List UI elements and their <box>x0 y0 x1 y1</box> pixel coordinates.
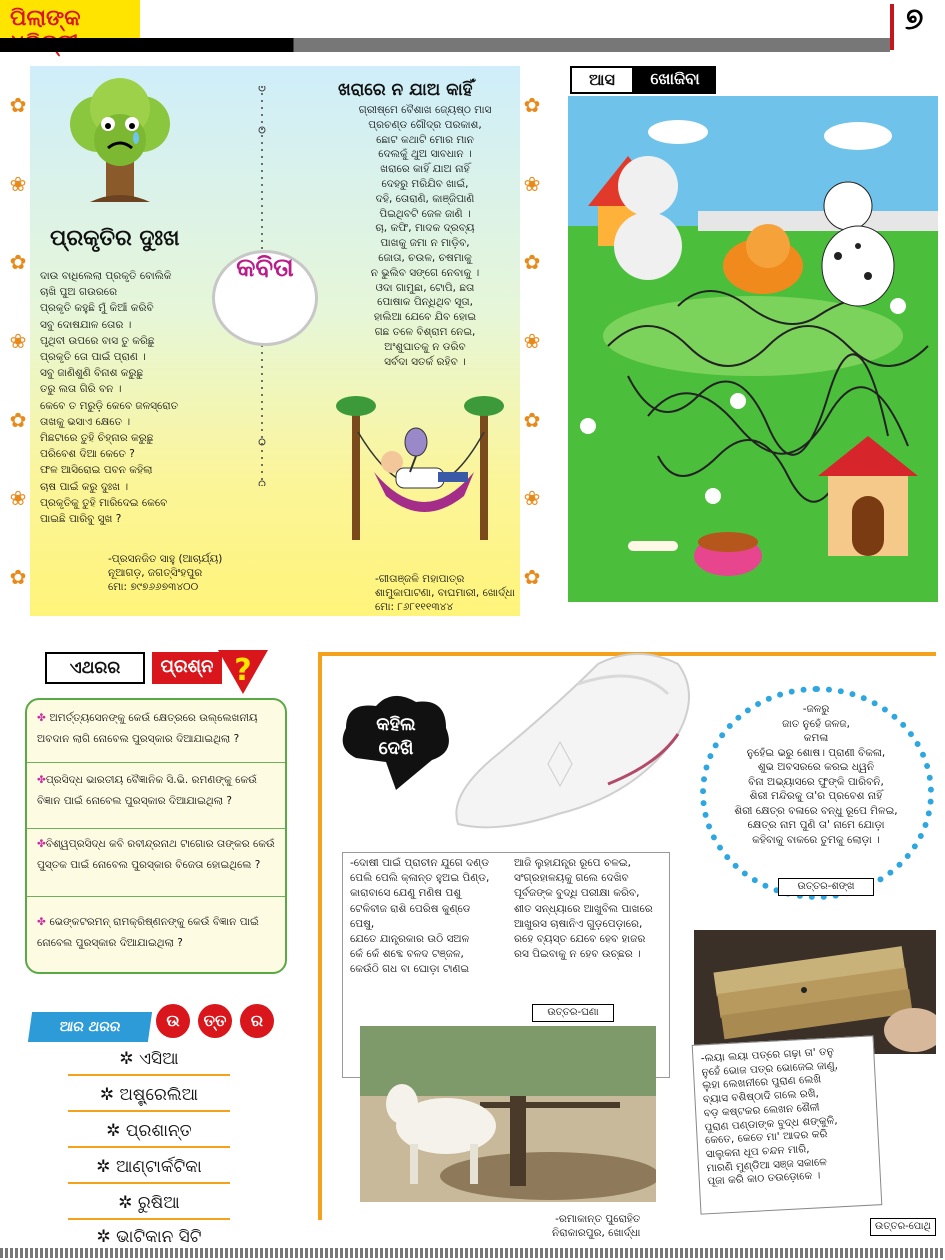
author-address: ନୂଆଗଡ଼, ଜଗତ୍‌ସିଂହପୁର <box>108 567 203 579</box>
question-item: ✤ବିଶ୍ୱପ୍ରସିଦ୍ଧ କବି ରବୀନ୍ଦ୍ରନାଥ ଟାଗୋର ତାଙ୍କର କେଉଁ ପୁସ୍ତକ ପାଇଁ ନୋବେଲ ପୁରସ୍କାର ବିଜେତା ହୋଇଥିଲେ ? <box>37 838 275 871</box>
header-bar <box>0 38 890 52</box>
divider <box>27 762 285 763</box>
riddle-text <box>718 702 914 847</box>
poem-line: ପୋଷାକ ପିନ୍ଧିଥିବ ସୂତା, <box>377 296 473 309</box>
poem-line: ଗ୍ରୀଷ୍ମେ ବୈଶାଖ ଜ୍ୟେଷ୍ଠ ମାସ <box>358 104 492 116</box>
riddle-line: ଆଜି ଲୁହାଯନ୍ତ୍ର ରୂପେ ଚଳଇ, <box>514 857 631 869</box>
answer-item: ✲ ଏସିଆ <box>68 1042 230 1076</box>
poem-line: ଦେଲକୁଁ ଥୁଅ ସାବଧାନ । <box>378 148 472 161</box>
answer-letter: ର <box>240 1004 274 1038</box>
riddle-badge-line2: ଦେଖି <box>378 738 414 759</box>
riddle-line: ପୂର୍ବଜଙ୍କ ବୁଦ୍ଧି ପରୀକ୍ଷା କରିବ, <box>514 887 640 900</box>
riddle-answer: ଉତ୍ତର-ଶଙ୍ଖ <box>778 878 874 896</box>
riddle-answer: ଉତ୍ତର-ଘଣା <box>532 1004 614 1022</box>
maze-title-right: ଖୋଜିବା <box>634 66 716 94</box>
riddle-line: କମଳା <box>803 732 829 744</box>
riddle-line: ଯେତେ ଯାନ୍ତ୍ରକାର ଉଠି ସଅଳ <box>350 933 470 946</box>
answer-letter: ତ୍ତ <box>198 1004 232 1038</box>
riddle-line: ନୁହେଁଇ ଭରୁ ଶୋଷ। ପ୍ରାଣୀ ବିକଳା, <box>746 746 886 759</box>
flower-vine-right: ✿ ❀ ✿ ❀ ✿ ❀ ✿ <box>523 93 541 589</box>
poem-line: ପ୍ରକୃତି ତୋ ପାଇଁ ପ୍ରାଣ । <box>40 351 146 364</box>
maze-title-left: ଆସ <box>570 66 634 94</box>
riddle-line: କେତେ, କେତେ ମା' ଆଦର କରି <box>704 1128 828 1147</box>
divider <box>27 828 285 829</box>
poem-line: ଦାଉ ବାଧିଲେଲା ପ୍ରକୃତି ବୋଲିକି <box>40 270 172 282</box>
author-name: -ଗୀତାଞ୍ଜଳି ମହାପାତ୍ର <box>375 573 465 585</box>
question-item: ✤ ଭେଙ୍କଟରମନ୍ ରାମକ୍ରିଷ୍ଣନଙ୍କୁ କେଉଁ ବିଜ୍ଞାନ ପାଇଁ ନୋବେଲ ପୁରସ୍କାର ଦିଆଯାଇଥିଲା ? <box>37 916 259 949</box>
poem-line: ପୃଥିବୀ ଉପରେ ବାସ ତୁ କରିଛୁ <box>40 334 155 347</box>
palm-leaf-manuscript-photo <box>694 930 936 1054</box>
poem-line: ପରିବେଶ ଦିଆ କେତେ ? <box>40 448 135 461</box>
poem-line: ନ ଭୁଲିବ ସଙ୍ଗେ ନେବାକୁ । <box>370 266 480 279</box>
author-address: ଶାମୁକାପାଟଣା, ବାଘମାରୀ, ଖୋର୍ଦ୍ଧା <box>375 587 515 599</box>
riddle-text <box>701 1044 880 1190</box>
flower-vine-left: ✿ ❀ ✿ ❀ ✿ ❀ ✿ <box>9 93 27 589</box>
answer-item: ✲ ରୁଷିଆ <box>68 1186 230 1220</box>
divider <box>27 896 285 897</box>
riddle-line: ସଂଗ୍ରହାଳୟକୁ ଗଲେ ଦେଖିବ <box>514 872 629 885</box>
author-name: -ପ୍ରସନଜିତ ସାହୁ (ଆଚାର୍ଯ୍ୟ) <box>108 553 223 565</box>
riddle-line: ବିନା ଅଭ୍ୟାସରେ ଫୁଙ୍କି ପାରିବନି, <box>748 775 884 788</box>
questions-box <box>25 698 287 974</box>
poem-line: ଚା, କଫି, ମାଦକ ଦ୍ରବ୍ୟ <box>375 222 475 235</box>
dog-maze-puzzle <box>568 96 938 602</box>
riddle-line: କେଁ କେଁ ଶବ୍ଦେ ବଳଦ ଟଞ୍ଜଳ, <box>350 948 464 961</box>
riddle-line: ପେଷୁ, <box>350 917 375 930</box>
questions-header-left: ଏଥରର <box>45 652 145 684</box>
author-name: -ରମାକାନ୍ତ ପୁରୋହିତ <box>555 1213 641 1225</box>
author-phone: ମୋ: ୭୯୭୬୬୭୩୪୦୦ <box>108 581 199 593</box>
ox-oil-press-photo <box>360 1026 656 1202</box>
riddle-line: ରସ ପିଇବାକୁ ନ ହେବ ଉଚ୍ଛର । <box>514 948 641 961</box>
riddle-line: କହିବାକୁ ବାକରେ ତୁମକୁ ଲୋଡ଼ା । <box>752 833 880 846</box>
riddle-line: କେଉଁଠି ଗଧ ବା ଘୋଡ଼ା ଟାଣଇ <box>350 963 470 976</box>
riddle-line: ବଡ଼ କଷ୍ଟକର ଲେଖନ ଶୈଳୀ <box>703 1101 820 1120</box>
author-address: ନିରାକାରପୁର, ଖୋର୍ଦ୍ଧା <box>552 1227 641 1239</box>
riddle-line: ପେଲି ପେଲି କ୍ଳାନ୍ତ ହୁଅଇ ପିଣ୍ଡ, <box>350 872 490 885</box>
poem-author <box>375 572 515 614</box>
riddle-author <box>552 1212 640 1240</box>
answer-letter: ଉ <box>156 1004 190 1038</box>
riddle-line: ଆଖୁରସ ଚାଷାନିଏ ଗୁଡ଼ପେଡ଼ାରେ, <box>514 917 643 930</box>
footer-bar <box>0 1248 945 1258</box>
answer-item: ✲ ପ୍ରଶାନ୍ତ <box>68 1114 230 1148</box>
poem-line: ଚାଷ ପାଇଁ କରୁ ଦୁଃଖ । <box>40 480 129 493</box>
poem-line: ଫଳ ଆସିରୋଇ ପବନ କହିଲା <box>40 464 153 477</box>
poem-line: ମିଛଟାରେ ତୁହି ଚିହ୍ନାର କରୁଛୁ <box>40 432 154 445</box>
poem-line: ପାଖକୁ ଜମା ନ ମାଡ଼ିବ, <box>380 237 470 250</box>
riddle-line: ସାଲୁକନା ଧୂପ ଚନ୍ଦନ ମାରି, <box>705 1142 810 1161</box>
questions-header-right: ପ୍ରଶ୍ନ <box>152 652 222 684</box>
answer-item: ✲ ଭାଟିକାନ ସିଟି <box>68 1220 230 1254</box>
poem-line: ଅଂଶୁଘାତକୁ ନ ଡରିବ <box>384 340 466 353</box>
poem-line: ସବୁ ଦୋଷଯାଳ ତୋର । <box>40 318 132 331</box>
sad-tree-icon <box>60 78 180 206</box>
riddle-text <box>514 856 664 962</box>
riddle-line: ଶୀତ ସନ୍ଧ୍ୟାରେ ଆଖୁବିଲ ପାଖରେ <box>514 902 653 915</box>
poem-line: ଦହି, ତୋରାଣି, କାଞ୍ଜିପାଣି <box>375 192 475 205</box>
riddle-line: ଶିରୀ ମନ୍ଦିରକୁ ତା'ର ପ୍ରବେଶ ନାହିଁ <box>749 790 883 802</box>
riddle-border <box>318 652 322 1220</box>
riddle-line: ଜାତ ନୁହେଁ ଜଳଜ, <box>782 717 850 730</box>
riddle-line: କାରାବାସେ ଯେଣୁ ମଣିଷ ପଶୁ <box>350 887 462 900</box>
riddle-badge-line1: କହିଲ <box>376 714 416 735</box>
question-item: ✤ ଅମର୍ତ୍ତ୍ୟସେନଙ୍କୁ କେଉଁ କ୍ଷେତ୍ରରେ ଉଲ୍ଲେଖନୀୟ ଅବଦାନ ଲାଗି ନୋବେଲ ପୁରସ୍କାର ଦିଆଯାଇଥିଲା ? <box>37 712 258 745</box>
poem-line: ପ୍ରକୃତି କହୁଛି ମୁଁ କିଆଁ କରିବି <box>40 302 154 315</box>
question-mark-icon <box>218 646 268 696</box>
poem-line: ଛୋଟ କଥାଟି ମୋର ମାନ <box>376 133 474 146</box>
page-number: ୭ <box>905 2 924 37</box>
riddle-line: ବ୍ୟାସ ବଶିଷ୍ଠାଦି ଗଲେ ରଖି, <box>702 1087 820 1106</box>
poem-line: ଦେହରୁ ମରିଯିବ ଖାଇଁ, <box>381 177 469 190</box>
riddle-line: ଟେଳିବୀଜ ରାଶି ପେରିଷ କୁଣ୍ଡେ <box>350 902 471 915</box>
riddle-text <box>350 856 512 978</box>
poem-line: ହାଲିଆ ଯେବେ ଯିବ ହୋଇ <box>373 311 477 324</box>
poem-line: ତରୁ ଲତା ଗିରି ବନ । <box>40 383 122 396</box>
poem-body <box>340 103 510 369</box>
question-item: ✤ପ୍ରସିଦ୍ଧ ଭାରତୀୟ ବୈଜ୍ଞାନିକ ସି.ଭି. ରମଣଙ୍କୁ କେଉଁ ବିଜ୍ଞାନ ପାଇଁ ନୋବେଲ ପୁରସ୍କାର ଦିଆଯାଇଥିଲା ? <box>37 774 257 807</box>
poem-line: ସର୍ବଦା ସତର୍କ ରହିବ । <box>384 355 466 368</box>
answers-header: ଆର ଥରର <box>28 1012 152 1042</box>
poem-line: ପ୍ରକୃତିକୁ ତୁହି ମାରିଦେଇ କେବେ <box>40 496 168 509</box>
poem-line: କେବେ ତ ମରୁଡ଼ି କେବେ ଜଳସ୍ରୋତ <box>40 399 179 412</box>
poem-line: ପାଇଛି ପାରିବୁ ସୁଖ ? <box>40 513 122 526</box>
poem-line: ଓଦା ଗାମୁଛା, ଟୋପି, ଛତା <box>375 281 475 294</box>
poem-title: ଖରାରେ ନ ଯାଅ କାହିଁ <box>338 80 473 100</box>
riddle-line: ଲୁହା ଲେଖନୀରେ ପୁରାଣ ଲେଖି <box>701 1073 822 1092</box>
author-phone: ମୋ: ୮୬୮୧୧୧୩୪୪ <box>375 601 454 613</box>
poem-line: ସବୁ ଜାଣିଶୁଣି ବିନାଶ କରୁଛୁ <box>40 367 144 380</box>
riddle-line: ମାରଣି ମୁଣ୍ଡିଆ ସଞ୍ଜ ସକାଳେ <box>706 1155 828 1175</box>
answer-item: ✲ ଆଣ୍ଟାର୍କଟିକା <box>68 1150 230 1184</box>
riddle-line: ପୁରାଣ ପଣ୍ଡାଙ୍କ ବୁଦ୍ଧ ଶଙ୍କୁଳି, <box>704 1114 838 1134</box>
header-divider <box>890 4 894 50</box>
riddle-line: ପୂଜା କରି କାଠ ତଉଡ଼ୋକେ । <box>706 1169 821 1188</box>
poem-line: ଚାଖି ପୁଅ ଗଉରରେ <box>40 286 118 299</box>
riddle-line: -ଲୟା ଲୟା ପତ୍ରେ ଗଢ଼ା ତା' ତନୁ <box>700 1045 835 1065</box>
riddle-answer: ଉତ୍ତର-ପୋଥି <box>870 1218 936 1236</box>
riddle-line: ରହେ ବ୍ୟସ୍ତ ଯେବେ ହେବ ହାଜର <box>514 933 646 946</box>
poem-line: ପିଇଥିବଟି ଜେଳ ଜାଣି । <box>379 207 471 220</box>
poem-line: ପ୍ରଚଣ୍ଡ ଗୌଦ୍ର ପରକାଶ, <box>368 118 482 131</box>
riddle-line: -ଜଳରୁ <box>802 703 830 715</box>
poem-line: ଗଛ ତଳେ ବିଶ୍ରାମ ନେଇ, <box>374 325 476 338</box>
svg-text:?: ? <box>234 653 252 688</box>
poem-title: ପ୍ରକୃତିର ଦୁଃଖ <box>50 226 180 251</box>
hammock-illustration <box>334 392 504 542</box>
kavita-badge: କବିତା <box>212 250 318 346</box>
poem-line: ଖରାରେ କାହିଁ ଯାଅ ନାହିଁ <box>380 163 470 176</box>
poem-line: ଜୋତା, ଚଉଳ, ଚଷମାକୁ <box>378 251 472 264</box>
riddle-line: ଶୁଭ ଅବସରରେ କରଇ ଧ୍ୱନି <box>757 761 875 773</box>
poem-line: ତାଖକୁ ଭସାଏ କ୍ଷେତେ । <box>40 415 131 428</box>
riddle-line: କ୍ଷେତ୍ର ନାମ ପୁଣି ତା' ନାମେ ଯୋଡ଼ା <box>747 819 885 831</box>
riddle-line: ଶିରୀ କ୍ଷେତ୍ର ବଳାରେ ବନ୍ଧୁ ରୂପେ ମିଳଇ, <box>734 804 898 817</box>
conch-shell-image <box>438 644 700 844</box>
magazine-logo: ପିଲାଙ୍କ <box>0 0 140 40</box>
riddle-line: ନୁହେଁ ଭୋଜ ପତ୍ର ଭୋଜେଇ ଜାଣୁ, <box>701 1059 839 1079</box>
answer-item: ✲ ଅଷ୍ଟ୍ରେଲିଆ <box>68 1078 230 1112</box>
riddle-line: -ଦୋଷୀ ପାଇଁ ପ୍ରାଚୀନ ଯୁଗେ ଦଣ୍ଡ <box>350 857 489 869</box>
poem-author <box>108 552 222 594</box>
